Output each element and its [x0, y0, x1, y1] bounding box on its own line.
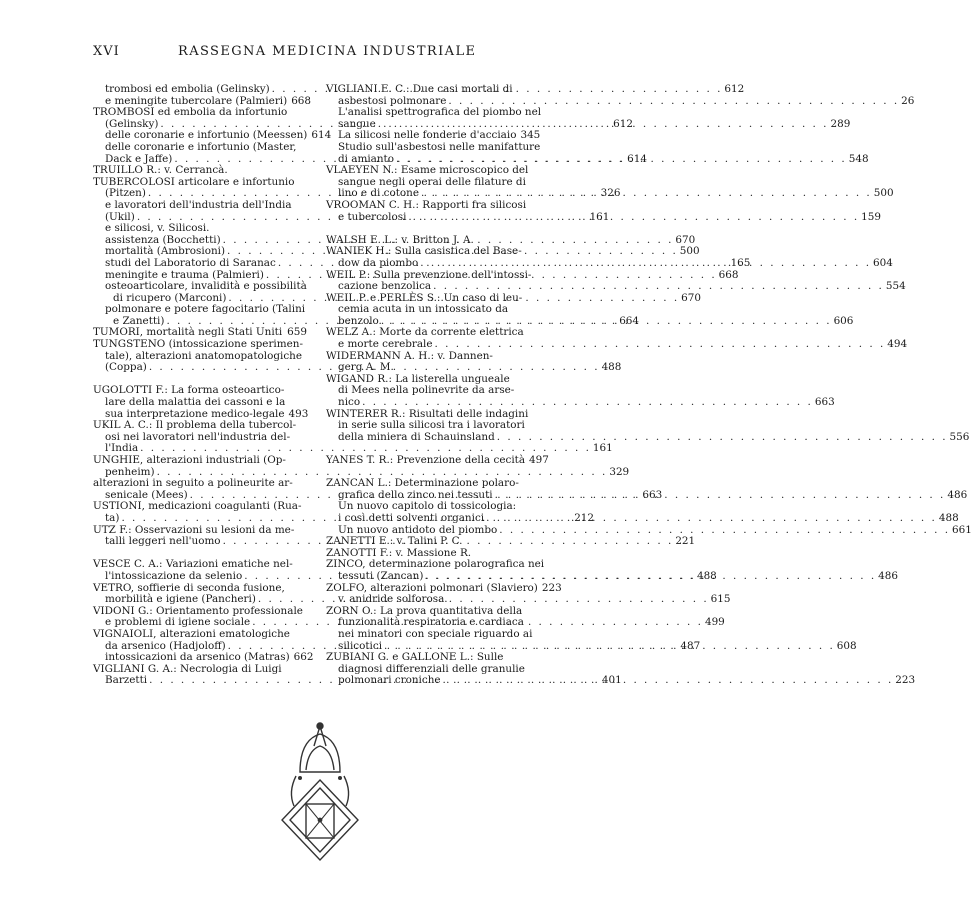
index-line-text: benzolo — [338, 314, 379, 327]
index-line-text: penheim) — [105, 465, 155, 478]
page-reference: 486 — [947, 488, 968, 501]
index-line-text: Dack e Jaffe) — [105, 152, 173, 165]
page-reference: 662 — [293, 651, 314, 664]
index-line-text: WEIL P.: Sulla prevenzione dell'intossi- — [326, 268, 532, 281]
index-line-text: cemia acuta in un intossicato da — [338, 303, 509, 316]
page-reference: 488 — [601, 361, 622, 374]
index-line-text: La silicosi nelle fonderie d'acciaio — [338, 129, 517, 142]
library-stamp-emblem — [270, 722, 370, 872]
index-line-text: e silicosi, v. Silicosi. — [105, 222, 210, 235]
page-reference: 614 — [311, 129, 332, 142]
index-line-text: l'India — [105, 442, 139, 455]
index-line-text: da arsenico (Hadjoloff) — [105, 639, 226, 652]
index-line-text: di Mees nella polinevrite da arse- — [338, 384, 515, 397]
page-reference: 487 — [680, 639, 701, 652]
page-reference: 670 — [675, 233, 696, 246]
index-line-text: TUNGSTENO (intossicazione sperimen- — [93, 338, 303, 351]
dot-leader — [495, 490, 946, 502]
index-line — [93, 651, 314, 664]
index-line-text: di ricupero (Marconi) — [113, 291, 227, 304]
index-line — [326, 165, 540, 177]
index-line-text: senicale (Mees) — [105, 488, 188, 501]
page-reference: 289 — [830, 117, 851, 130]
page-reference: 488 — [938, 511, 959, 524]
index-line — [93, 165, 307, 177]
index-line-text: (Gelinsky) — [105, 117, 159, 130]
journal-title: RASSEGNA MEDICINA INDUSTRIALE — [178, 44, 477, 59]
dot-leader — [486, 513, 937, 525]
index-line-text: TROMBOSI ed embolia da infortunio — [93, 106, 288, 119]
page-number: XVI — [93, 44, 120, 59]
page-reference: 161 — [592, 442, 613, 455]
index-line-text: sangue — [338, 117, 376, 130]
page-reference: 614 — [627, 152, 647, 165]
index-line — [93, 629, 307, 641]
page-reference: 612 — [724, 83, 745, 95]
index-line-text: intossicazioni da arsenico (Matras) — [105, 651, 290, 664]
page-reference: 223 — [541, 581, 562, 594]
index-line — [326, 454, 549, 467]
index-line — [93, 142, 307, 154]
index-entry — [326, 407, 970, 444]
index-line-text: ZANCAN L.: Determinazione polaro- — [326, 477, 519, 490]
page-reference: 345 — [520, 129, 541, 142]
index-line-text: trombosi ed embolia (Gelinsky) — [105, 83, 270, 95]
index-line-text: di amianto — [338, 152, 394, 165]
index-line-text: VIDONI G.: Orientamento professionale — [93, 604, 303, 617]
index-line-text: osteoarticolare, invalidità e possibilità — [105, 280, 307, 293]
index-line-text: WIDERMANN A. H.: v. Dannen- — [326, 349, 493, 362]
index-line-text: UGOLOTTI F.: La forma osteoartico- — [93, 384, 285, 397]
running-header — [0, 44, 602, 64]
page-reference: 604 — [873, 256, 893, 269]
index-line-text: ZANOTTI F.: v. Massione R. — [326, 546, 472, 559]
page-reference: 548 — [848, 152, 869, 165]
dot-leader — [433, 281, 884, 293]
index-line — [326, 142, 540, 154]
page-reference: 500 — [873, 187, 894, 200]
index-line-text: ZOLFO, alterazioni polmonari (Slaviero) — [326, 581, 538, 594]
page-reference: 661 — [952, 523, 972, 536]
index-line-text: VESCE C. A.: Variazioni ematiche nel- — [93, 558, 293, 571]
index-entry — [326, 372, 835, 409]
page-reference: 497 — [529, 454, 549, 466]
index-line-text: della miniera di Schauinsland — [338, 430, 495, 443]
index-entry — [93, 223, 307, 235]
index-line-text: UTZ F.: Osservazioni su lesioni da me- — [93, 523, 295, 536]
index-line-text: VIGNAIOLI, alterazioni ematologiche — [93, 627, 290, 640]
page-reference: 401 — [601, 674, 622, 687]
index-line-text: WANIEK H.: Sulla casistica del Base- — [326, 245, 522, 258]
dot-leader — [435, 339, 886, 351]
page-reference: 612 — [613, 117, 633, 130]
index-line-text: VETRO, soffierie di seconda fusione, — [93, 581, 285, 594]
index-line-text: (Pitzen) — [105, 187, 146, 200]
page-reference: 488 — [696, 569, 717, 582]
index-line — [326, 338, 908, 351]
index-line-text: i così detti solventi organici — [338, 511, 485, 524]
index-line-text: grafica dello zinco nei tessuti — [338, 488, 493, 501]
page-reference: 554 — [885, 280, 906, 293]
index-line — [326, 430, 970, 444]
page-reference: 486 — [878, 569, 898, 582]
page-reference: 499 — [704, 616, 725, 629]
page-reference: 663 — [642, 488, 663, 501]
dot-leader — [362, 397, 813, 409]
index-line — [326, 84, 540, 96]
page-reference: 556 — [949, 430, 970, 443]
index-line-text: silicotici — [338, 639, 383, 652]
index-line-text: YANES T. R.: Prevenzione della cecità — [326, 454, 526, 466]
index-line — [93, 223, 307, 235]
index-entry — [326, 454, 549, 467]
index-line-text: (Coppa) — [105, 361, 147, 374]
index-line-text: USTIONI, medicazioni coagulanti (Rua- — [93, 500, 302, 513]
page-reference: 161 — [589, 210, 610, 223]
page-reference: 668 — [718, 268, 739, 281]
index-line-text: Un nuovo capitolo di tossicologia: — [338, 500, 517, 513]
page-reference: 670 — [681, 291, 701, 304]
index-line-text: TUMORI, mortalità negli Stati Uniti — [93, 326, 283, 339]
index-line-text: VLAEYEN N.: Esame microscopico del — [326, 164, 529, 177]
index-line — [93, 397, 307, 409]
index-line-text: TRUILLO R.: v. Cerrancà. — [93, 164, 228, 177]
index-line-text: e meningite tubercolare (Palmieri) — [105, 94, 288, 107]
index-line-text: studi del Laboratorio di Saranac — [105, 256, 276, 269]
index-line-text: polmonari croniche — [338, 674, 441, 687]
index-line-text: VIGLIANI E. C.: Due casi mortali di — [326, 83, 513, 95]
page-reference: 500 — [679, 245, 700, 258]
index-entry — [326, 536, 540, 548]
page-reference: 663 — [814, 396, 835, 409]
index-entry — [326, 351, 540, 374]
index-line-text: e lavoratori dell'industria dell'India — [105, 198, 292, 211]
index-line-text: TUBERCOLOSI articolare e infortunio — [93, 175, 295, 188]
dot-leader — [499, 525, 950, 537]
page-reference: 159 — [861, 210, 881, 223]
page-reference: 494 — [887, 338, 908, 351]
page-reference: 615 — [710, 593, 731, 606]
index-line-text: dow da piombo — [338, 256, 419, 269]
index-line-text: nico — [338, 396, 361, 409]
index-line-text: UKIL A. C.: Il problema della tubercol- — [93, 419, 297, 432]
index-line-text: assistenza (Bocchetti) — [105, 233, 221, 246]
index-line-text: cazione benzolica — [338, 280, 432, 293]
index-line — [93, 281, 307, 293]
index-line-text: e Zanetti) — [113, 314, 165, 327]
index-entry — [93, 651, 314, 664]
page-reference: 223 — [895, 674, 916, 687]
page-reference: 668 — [291, 94, 312, 107]
index-line-text: ta) — [105, 511, 120, 524]
dot-leader — [420, 258, 871, 270]
index-line-text: WALSH E. L.: v. Britton J. A. — [326, 233, 474, 246]
index-line — [93, 455, 307, 467]
index-line-text: ZINCO, determinazione polarografica nei — [326, 558, 545, 571]
page-reference: 212 — [574, 511, 595, 524]
index-line — [326, 200, 540, 212]
page-reference: 659 — [287, 326, 307, 339]
index-line-text: v. anidride solforosa. — [338, 593, 448, 606]
index-line-text: polmonare e potere fagocitario (Talini — [105, 303, 306, 316]
page-reference: 606 — [833, 314, 854, 327]
index-line-text: lare della malattia dei cassoni e la — [105, 396, 286, 409]
index-line-text: Barzetti — [105, 674, 148, 687]
index-entry — [326, 581, 562, 606]
index-line-text: tessuti (Zancan) — [338, 569, 424, 582]
dot-leader — [443, 675, 894, 687]
index-line-text: gerg A. M. — [338, 361, 394, 374]
index-line — [326, 396, 835, 409]
index-line-text: sangue negli operai delle filature di — [338, 175, 526, 188]
index-line-text: morbilità e igiene (Pancheri) — [105, 593, 256, 606]
page-reference: 326 — [600, 187, 621, 200]
index-line-text: sua interpretazione medico-legale — [105, 407, 285, 420]
index-line — [326, 536, 540, 548]
index-line-text: VROOMAN C. H.: Rapporti fra silicosi — [326, 198, 527, 211]
page-reference: 26 — [901, 94, 915, 107]
index-line-text: Un nuovo antidoto del piombo — [338, 523, 498, 536]
page-reference: 664 — [619, 314, 640, 327]
index-entry — [326, 326, 908, 351]
index-line-text: UNGHIE, alterazioni industriali (Op- — [93, 454, 286, 466]
index-line-text: WELZ A.: Morte da corrente elettrica — [326, 326, 524, 339]
index-line-text: ZANETTI E.: v. Talini P. C. — [326, 535, 463, 548]
page-reference: 221 — [675, 535, 696, 548]
index-line-text: e problemi di igiene sociale — [105, 616, 251, 629]
index-line — [326, 629, 540, 641]
index-line — [93, 339, 307, 351]
index-line-text: talli leggeri nell'uomo — [105, 535, 221, 548]
page-reference: 165 — [730, 256, 751, 269]
index-line-text: WEIL P. e PERLÈS S.: Un caso di leu- — [326, 291, 523, 304]
index-line — [326, 280, 906, 293]
index-entry — [93, 385, 307, 420]
index-line-text: delle coronarie e infortunio (Master, — [105, 140, 297, 153]
index-line-text: funzionalità respiratoria e cardiaca — [338, 616, 524, 629]
index-line-text: Studio sull'asbestosi nelle manifatture — [338, 140, 541, 153]
index-line-text: lino e di cotone — [338, 187, 419, 200]
index-line-text: meningite e trauma (Palmieri) — [105, 268, 264, 281]
index-line-text: mortalità (Ambrosioni) — [105, 245, 226, 258]
index-line-text: osi nei lavoratori nell'industria del- — [105, 430, 291, 443]
index-line-text: diagnosi differenziali delle granulie — [338, 662, 525, 675]
page-reference: 608 — [836, 639, 857, 652]
index-line-text: tale), alterazioni anatomopatologiche — [105, 349, 302, 362]
index-line-text: nei minatori con speciale riguardo ai — [338, 627, 533, 640]
index-line-text: asbestosi polmonare — [338, 94, 447, 107]
index-entry — [93, 165, 307, 177]
index-line-text: (Ukil) — [105, 210, 135, 223]
index-line-text: l'intossicazione da selenio — [105, 569, 243, 582]
index-line-text: in serie sulla silicosi tra i lavoratori — [338, 419, 525, 432]
index-line-text: WIGAND R.: La listerella ungueale — [326, 372, 510, 385]
index-line-text: delle coronarie e infortunio (Meessen) — [105, 129, 308, 142]
page-reference: 329 — [609, 465, 630, 478]
index-line-text: alterazioni in seguito a polineurite ar- — [93, 477, 293, 490]
index-line-text: L'analisi spettrografica del piombo nel — [338, 106, 542, 119]
dot-leader — [425, 571, 876, 583]
index-line-text: VIGLIANI G. A.: Necrologia di Luigi — [93, 662, 282, 675]
index-line-text: ZUBIANI G. e GALLONE L.: Sulle — [326, 651, 504, 664]
index-line — [326, 594, 540, 606]
dot-leader — [408, 212, 859, 224]
index-line — [93, 200, 307, 212]
dot-leader — [497, 432, 948, 444]
page-reference: 493 — [288, 407, 309, 420]
index-line-text: e tubercolosi — [338, 210, 407, 223]
index-line-text: WINTERER R.: Risultati delle indagini — [326, 407, 529, 420]
index-line-text: e morte cerebrale — [338, 338, 433, 351]
index-line-text: ZORN O.: La prova quantitativa della — [326, 604, 523, 617]
index-line — [326, 652, 540, 664]
